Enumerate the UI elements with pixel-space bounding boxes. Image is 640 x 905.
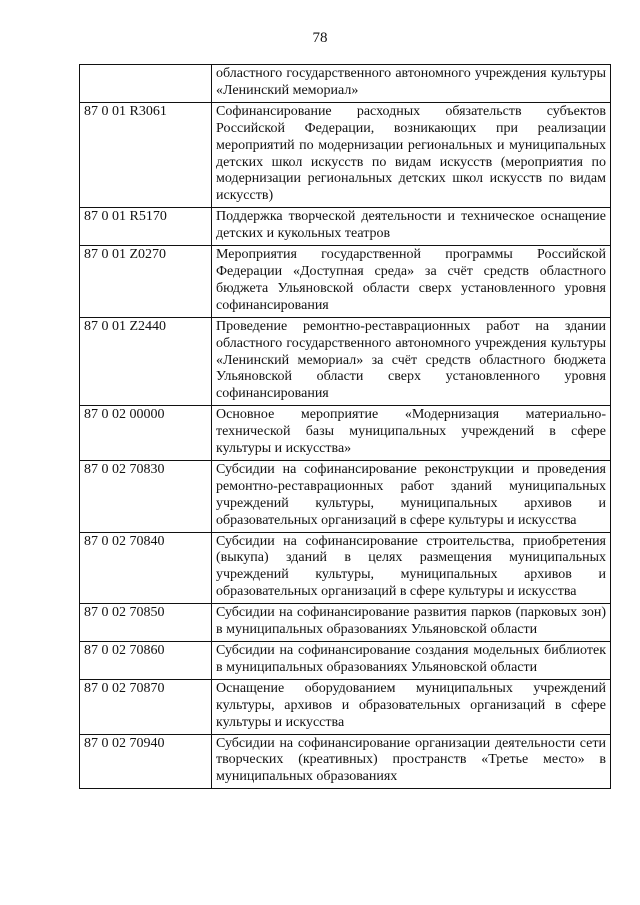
- description-cell: Субсидии на софинансирование развития парков (парковых зон) в муниципальных образованиях Ульяновской области: [212, 604, 611, 642]
- budget-code-cell: 87 0 02 70870: [80, 679, 212, 734]
- table-row: [80, 532, 611, 604]
- description-cell: Оснащение оборудованием муниципальных учреждений культуры, архивов и образовательных организаций в сфере культуры и искусства: [212, 679, 611, 734]
- table-row: [80, 604, 611, 642]
- budget-code-cell: [80, 65, 212, 103]
- table-row: [80, 406, 611, 461]
- description-cell: Софинансирование расходных обязательств субъектов Российской Федерации, возникающих при реализации мероприятий по модернизации региональных и муниципальных детских школ искусств по видам искусств (мероприятия по модернизации региональных детских школ искусств по видам искусств): [212, 102, 611, 207]
- table-row: [80, 460, 611, 532]
- table-row: [80, 65, 611, 103]
- description-cell: Субсидии на софинансирование организации деятельности сети творческих (креативных) пространств «Третье место» в муниципальных образованиях: [212, 734, 611, 789]
- budget-code-cell: 87 0 02 70860: [80, 642, 212, 680]
- table-row: [80, 102, 611, 207]
- page-number: 78: [312, 30, 328, 46]
- description-cell: Субсидии на софинансирование создания модельных библиотек в муниципальных образованиях Ульяновской области: [212, 642, 611, 680]
- budget-code-cell: 87 0 02 70830: [80, 460, 212, 532]
- table-row: [80, 734, 611, 789]
- table-row: [80, 208, 611, 246]
- description-cell: Основное мероприятие «Модернизация материально-технической базы муниципальных учреждений в сфере культуры и искусства»: [212, 406, 611, 461]
- budget-classification-table: [79, 64, 611, 789]
- description-cell: Субсидии на софинансирование реконструкции и проведения ремонтно-реставрационных работ зданий муниципальных учреждений культуры, муниципальных архивов и образовательных организаций в сфере культуры и искусства: [212, 460, 611, 532]
- table-row: [80, 246, 611, 318]
- budget-code-cell: 87 0 01 Z2440: [80, 317, 212, 406]
- budget-code-cell: 87 0 02 70840: [80, 532, 212, 604]
- description-cell: Субсидии на софинансирование строительства, приобретения (выкупа) зданий в целях размещения муниципальных учреждений культуры, муниципальных архивов и образовательных организаций в сфере культуры и искусства: [212, 532, 611, 604]
- table-row: [80, 679, 611, 734]
- budget-code-cell: 87 0 01 R5170: [80, 208, 212, 246]
- description-cell: Мероприятия государственной программы Российской Федерации «Доступная среда» за счёт средств областного бюджета Ульяновской области сверх установленного уровня софинансирования: [212, 246, 611, 318]
- description-cell: Поддержка творческой деятельности и техническое оснащение детских и кукольных театров: [212, 208, 611, 246]
- table-row: [80, 642, 611, 680]
- description-cell: Проведение ремонтно-реставрационных работ на здании областного государственного автономного учреждения культуры «Ленинский мемориал» за счёт средств областного бюджета Ульяновской области сверх установленного уровня софинансирования: [212, 317, 611, 406]
- table-row: [80, 317, 611, 406]
- budget-code-cell: 87 0 01 Z0270: [80, 246, 212, 318]
- budget-code-cell: 87 0 01 R3061: [80, 102, 212, 207]
- budget-code-cell: 87 0 02 00000: [80, 406, 212, 461]
- description-cell: областного государственного автономного учреждения культуры «Ленинский мемориал»: [212, 65, 611, 103]
- budget-code-cell: 87 0 02 70850: [80, 604, 212, 642]
- budget-code-cell: 87 0 02 70940: [80, 734, 212, 789]
